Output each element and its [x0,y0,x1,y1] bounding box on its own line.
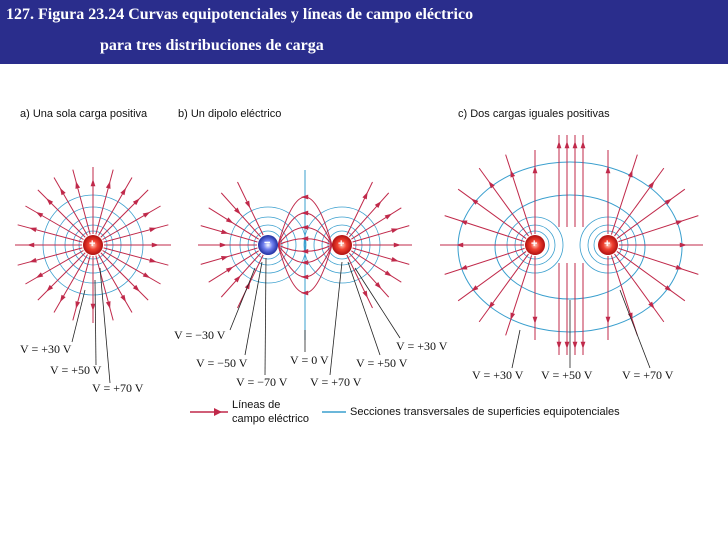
panel-b-vm70: V = −70 V [236,375,288,389]
field-arrow-icon [533,317,538,324]
field-arrow-icon [149,227,157,232]
panel-c-v70: V = +70 V [622,368,674,382]
panel-c-diagram [440,135,703,355]
field-line [201,226,258,242]
panel-b-v70: V = +70 V [310,375,362,389]
field-arrow-icon [36,212,43,218]
field-line [221,193,260,237]
field-arrow-icon [676,221,684,226]
field-arrow-icon [565,141,570,148]
field-arrow-icon [391,257,399,262]
legend-arrow-icon [214,408,222,416]
field-arrow-icon [581,342,586,349]
panel-b-vm50: V = −50 V [196,356,248,370]
field-arrow-icon [460,221,468,226]
field-arrow-icon [557,141,562,148]
field-arrow-icon [680,243,687,248]
field-arrow-icon [362,291,367,299]
field-line [353,226,410,242]
field-line [209,208,259,239]
panel-a-v70: V = +70 V [92,381,144,395]
field-arrow-icon [391,228,399,233]
field-arrow-icon [149,258,157,263]
field-line [221,253,260,297]
field-arrow-icon [606,317,611,324]
field-arrow-icon [511,313,516,321]
field-arrow-icon [120,295,126,302]
charge-sign-b-neg: − [264,237,271,249]
title-line-1: 127. Figura 23.24 Curvas equipotenciales y líneas de campo eléctrico [6,6,474,23]
field-arrow-icon [75,301,80,309]
field-arrow-icon [394,243,401,248]
charge-sign-a: + [89,238,96,250]
legend-equipotential-label: Secciones transversales de superficies equipotenciales [350,406,620,418]
field-arrow-icon [27,243,34,248]
field-arrow-icon [573,141,578,148]
field-line [238,255,264,308]
field-line [351,208,401,239]
field-arrow-icon [226,217,233,223]
legend-field-label-2: campo eléctrico [232,413,310,425]
field-arrow-icon [91,304,96,311]
field-arrow-icon [665,199,672,205]
panel-b-v50: V = +50 V [356,356,408,370]
field-arrow-icon [385,270,392,276]
charge-sign-c1: + [531,238,538,250]
panel-b-vm30: V = −30 V [174,328,226,342]
field-arrow-icon [36,272,43,278]
field-arrow-icon [106,301,111,309]
field-arrow-icon [573,342,578,349]
field-arrow-icon [220,243,227,248]
field-arrow-icon [581,141,586,148]
panel-b-label: b) Un dipolo eléctrico [178,108,282,120]
panel-c-v30: V = +30 V [472,368,524,382]
field-arrow-icon [245,201,250,209]
field-arrow-icon [221,229,229,234]
field-arrow-icon [75,181,80,189]
panel-a-v50: V = +50 V [50,363,102,377]
field-line [238,182,264,235]
panel-a-v30: V = +30 V [20,342,72,356]
field-arrow-icon [143,212,150,218]
field-arrow-icon [120,188,126,195]
field-arrow-icon [362,192,367,200]
field-arrow-icon [226,267,233,273]
field-arrow-icon [456,243,463,248]
legend-field-label-1: Líneas de [232,399,281,411]
panel-c-label: c) Dos cargas iguales positivas [458,108,610,120]
panel-a-label: a) Una sola carga positiva [20,108,148,120]
panel-b-v0: V = 0 V [290,353,329,367]
field-arrow-icon [385,214,392,220]
field-arrow-icon [648,302,654,309]
title-line-2: para tres distribuciones de carga [100,37,324,54]
field-line [347,182,373,235]
field-arrow-icon [565,342,570,349]
field-line [201,248,258,264]
field-line [347,255,373,308]
field-arrow-icon [60,188,66,195]
field-line [353,248,410,264]
field-arrow-icon [29,258,37,263]
charge-sign-c2: + [604,238,611,250]
charge-sign-b-pos: + [338,238,345,250]
field-arrow-icon [60,295,66,302]
field-arrow-icon [29,227,37,232]
panel-b-diagram [198,170,412,340]
field-arrow-icon [152,243,159,248]
field-arrow-icon [143,272,150,278]
panel-b-v30: V = +30 V [396,339,448,353]
field-line [349,193,388,237]
field-line [351,251,401,282]
field-arrow-icon [628,170,633,178]
field-arrow-icon [106,181,111,189]
field-arrow-icon [91,179,96,186]
field-arrow-icon [221,256,229,261]
field-arrow-icon [557,342,562,349]
mid-equipotential [495,195,645,299]
panel-c-v50: V = +50 V [541,368,593,382]
